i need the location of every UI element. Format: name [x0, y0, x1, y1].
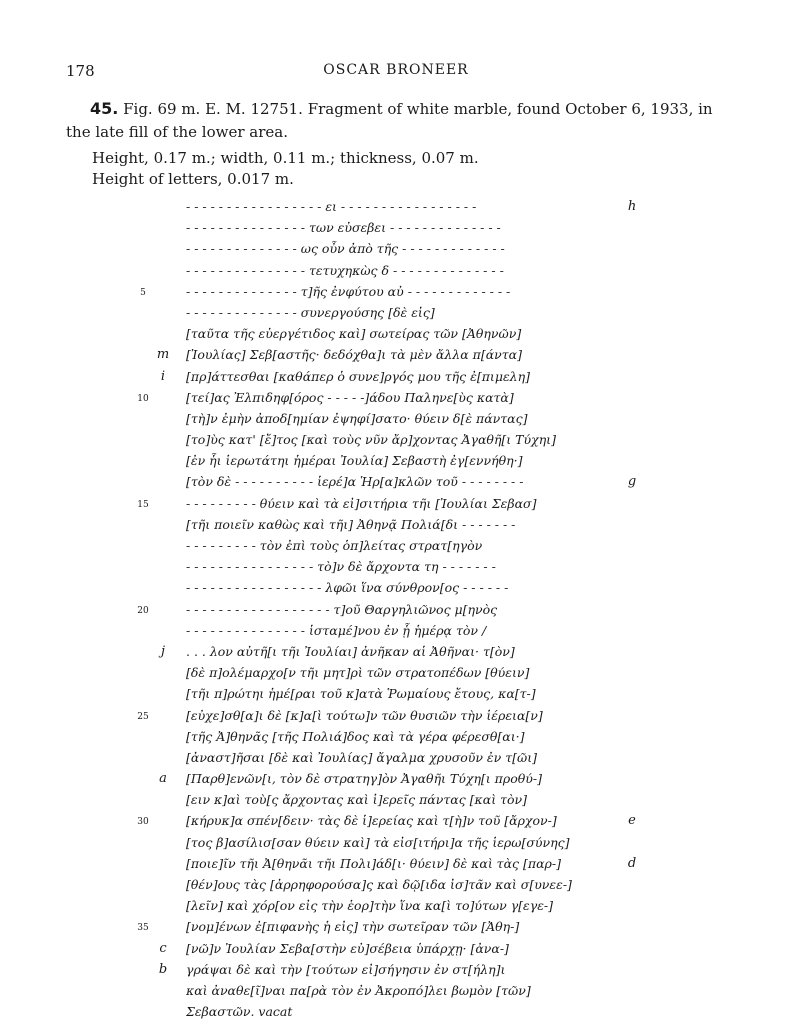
inscription-line	[0, 1004, 792, 1025]
inscription-line-text: . . . λον αὐτῆ[ι τῆι Ἰουλίαι] ἀνῆκαν αἱ Ἀθῆναι· τ[ὸν]	[186, 643, 515, 659]
fragment-letter-right: d	[627, 855, 637, 871]
dimensions-line: Height, 0.17 m.; width, 0.11 m.; thickness, 0.07 m.	[92, 149, 479, 167]
inscription-line-text: [τος β]ασίλισ[σαν θύειν καὶ] τὰ εἰσ[ιτήρι]α τῆς ἱερω[σύνης]	[186, 834, 570, 850]
inscription-line	[0, 877, 792, 898]
inscription-line	[0, 623, 792, 644]
inscription-line-text: [θέν]ους τὰς [ἀρρηφορούσα]ς καὶ δῷ[ιδα ἰσ]τᾶν καὶ σ[υνεε-]	[186, 877, 572, 892]
inscription-line	[0, 580, 792, 601]
inscription-line-text: [τεί]ας Ἐλπιδηφ[όρος - - - - -]άδου Παληνε[ὺς κατὰ]	[186, 389, 514, 405]
inscription-line-text: [τῆς Ἀ]θηνᾶς [τῆς Πολιά]δος καὶ τὰ γέρα φέρεσθ[αι·]	[186, 728, 525, 744]
inscription-line	[0, 411, 792, 432]
inscription-line-text: Σεβαστῶν. vacat	[186, 1004, 293, 1020]
fragment-letter-left: c	[159, 940, 167, 956]
line-number: 35	[137, 923, 149, 934]
inscription-line	[0, 686, 792, 707]
running-head: OSCAR BRONEER	[323, 62, 469, 78]
inscription-line	[0, 708, 792, 729]
inscription-line-text: [ἐν ἧι ἱερωτάτηι ἡμέραι Ἰουλία] Σεβαστὴ ἐγ[εννήθη·]	[186, 453, 523, 469]
inscription-line-text: [νῶ]ν Ἰουλίαν Σεβα[στὴν εὐ]σέβεια ὑπάρχῃ· [ἀνα-]	[186, 940, 509, 956]
inscription-line	[0, 941, 792, 962]
inscription-line-text: [ειν κ]αὶ τοὺ[ς ἄρχοντας καὶ ἱ]ερεῖς πάντας [καὶ τὸν]	[186, 792, 527, 808]
line-number: 20	[137, 605, 149, 616]
fragment-letter-left: i	[160, 368, 166, 384]
inscription-line-text: [τὴ]ν ἐμὴν ἀποδ[ημίαν ἐψηφί]σατο· θύειν δ[ὲ πάντας]	[186, 410, 528, 426]
inscription-line-text: [τῆι ποιεῖν καθὼς καὶ τῆι] Ἀθηνᾷ Πολιά[δι - - - - - - -	[186, 516, 516, 532]
dimensions	[92, 148, 479, 190]
inscription-line-text: [πρ]άττεσθαι [καθάπερ ὁ συνε]ργός μου τῆς ἐ[πιμελη]	[186, 368, 530, 384]
inscription-line	[0, 813, 792, 834]
inscription-line	[0, 919, 792, 940]
fragment-letter-right: h	[627, 199, 637, 214]
fragment-letter-left: m	[156, 347, 170, 363]
inscription-text	[0, 199, 792, 1025]
inscription-line	[0, 347, 792, 368]
inscription-line-text: - - - - - - - - - - - - - - τ]ῆς ἐνφύτου αὐ - - - - - - - - - - - - -	[186, 283, 511, 299]
inscription-line-text: - - - - - - - - - - - - - - - των εὐσεβει - - - - - - - - - - - - - -	[186, 220, 501, 236]
line-number: 30	[137, 817, 149, 828]
fragment-letter-left: b	[158, 961, 168, 977]
inscription-line-text: - - - - - - - - - - - - - - ως οὖν ἀπὸ τῆς - - - - - - - - - - - - -	[186, 241, 505, 257]
inscription-line-text: [κήρυκ]α σπέν[δειν· τὰς δὲ ἱ]ερείας καὶ τ[ὴ]ν τοῦ [ἄρχον-]	[186, 813, 557, 829]
inscription-line-text: [λεῖν] καὶ χόρ[ον εἰς τὴν ἑορ]τὴν ἵνα κα[ὶ το]ύτων γ[εγε-]	[186, 898, 554, 914]
inscription-line-text: - - - - - - - - - - - - - - - τετυχηκὼς δ - - - - - - - - - - - - - -	[186, 262, 504, 278]
inscription-line	[0, 241, 792, 262]
inscription-line	[0, 390, 792, 411]
inscription-line	[0, 474, 792, 495]
inscription-line-text: [Ἰουλίας] Σεβ[αστῆς· δεδόχθα]ι τὰ μὲν ἄλλα π[άντα]	[186, 347, 522, 363]
inscription-line	[0, 771, 792, 792]
inscription-line-text: [το]ὺς κατ' [ἔ]τος [καὶ τοὺς νῦν ἄρ]χοντας Ἀγαθῆ[ι Τύχηι]	[186, 432, 556, 448]
inscription-line	[0, 263, 792, 284]
inscription-line	[0, 856, 792, 877]
fragment-letter-right: e	[628, 813, 636, 829]
inscription-line	[0, 750, 792, 771]
inscription-line	[0, 729, 792, 750]
inscription-line-text: - - - - - - - - - - - - - - - ἱσταμέ]νου ἐν ᾗ ἡμέρᾳ τὸν /	[186, 622, 487, 638]
inscription-line-text: [δὲ π]ολέμαρχο[ν τῆι μητ]ρὶ τῶν στρατοπέδων [θύειν]	[186, 665, 530, 681]
line-number: 10	[137, 393, 149, 404]
inscription-line-text: - - - - - - - - - - - - - - - - τὸ]ν δὲ ἄρχοντα τη - - - - - - -	[186, 559, 496, 575]
inscription-line	[0, 517, 792, 538]
inscription-line-text: - - - - - - - - - - - - - - - - - - τ]οῦ Θαργηλιῶνος μ[ηνὸς	[186, 601, 498, 617]
letter-height-line: Height of letters, 0.017 m.	[92, 170, 294, 188]
inscription-line	[0, 665, 792, 686]
inscription-line	[0, 284, 792, 305]
inscription-line-text: [νομ]ένων ἐ[πιφανὴς ἡ εἰς] τὴν σωτεῖραν τῶν [Ἀθη-]	[186, 919, 520, 935]
fragment-letter-right: g	[627, 474, 637, 490]
catalogue-entry	[66, 97, 726, 144]
fragment-letter-left: a	[159, 771, 167, 787]
entry-description: Fig. 69 m. E. M. 12751. Fragment of white marble, found October 6, 1933, in the late fill of the lower area.	[66, 100, 713, 141]
inscription-line-text: - - - - - - - - - τὸν ἐπὶ τοὺς ὁπ]λείτας στρατ[ηγὸν	[186, 538, 483, 553]
inscription-line	[0, 559, 792, 580]
line-number: 5	[140, 287, 146, 298]
inscription-line-text: - - - - - - - - - - - - - - συνεργούσης [δὲ εἰς]	[186, 304, 435, 320]
inscription-line-text: γράψαι δὲ καὶ τὴν [τούτων εἰ]σήγησιν ἐν στ[ήλη]ι	[186, 961, 506, 977]
inscription-line	[0, 538, 792, 559]
inscription-line-text: [τῆι π]ρώτηι ἡμέ[ραι τοῦ κ]ατὰ Ῥωμαίους ἔτους, κα[τ-]	[186, 686, 536, 702]
inscription-line	[0, 792, 792, 813]
inscription-line-text: καὶ ἀναθε[ῖ]ναι πα[ρὰ τὸν ἐν Ἀκροπό]λει βωμὸν [τῶν]	[186, 982, 531, 998]
inscription-line	[0, 220, 792, 241]
inscription-line-text: [εὐχε]σθ[α]ι δὲ [κ]α[ὶ τούτω]ν τῶν θυσιῶν τὴν ἱέρεια[ν]	[186, 707, 543, 723]
inscription-line-text: [Παρθ]ενῶν[ι, τὸν δὲ στρατηγ]ὸν Ἀγαθῆι Τύχη[ι προθύ-]	[186, 771, 542, 787]
entry-number: 45.	[90, 99, 119, 118]
line-number: 15	[137, 499, 149, 510]
inscription-line	[0, 369, 792, 390]
inscription-line-text: [ταῦτα τῆς εὐεργέτιδος καὶ] σωτείρας τῶν [Ἀθηνῶν]	[186, 326, 522, 342]
fragment-letter-left: j	[160, 643, 166, 659]
page-number: 178	[66, 62, 95, 80]
inscription-line	[0, 835, 792, 856]
inscription-line	[0, 602, 792, 623]
inscription-line	[0, 305, 792, 326]
inscription-line	[0, 453, 792, 474]
inscription-line	[0, 983, 792, 1004]
inscription-line	[0, 962, 792, 983]
inscription-line	[0, 199, 792, 220]
inscription-line-text: - - - - - - - - - - - - - - - - - λφῶι ἵνα σύνθρον[ος - - - - - -	[186, 580, 509, 596]
inscription-line-text: [ποιε]ῖν τῆι Ἀ[θηνᾶι τῆι Πολι]άδ[ι· θύειν] δὲ καὶ τὰς [παρ-]	[186, 855, 561, 871]
inscription-line	[0, 496, 792, 517]
page-header	[66, 62, 726, 84]
inscription-line	[0, 432, 792, 453]
inscription-line-text: [ἀναστ]ῆσαι [δὲ καὶ Ἰουλίας] ἄγαλμα χρυσοῦν ἐν τ[ῶι]	[186, 749, 537, 765]
inscription-line-text: - - - - - - - - - θύειν καὶ τὰ εἰ]σιτήρια τῆι [Ἰουλίαι Σεβασ]	[186, 495, 537, 511]
inscription-line	[0, 326, 792, 347]
inscription-line	[0, 898, 792, 919]
line-number: 25	[137, 711, 149, 722]
inscription-line-text: [τὸν δὲ - - - - - - - - - - ἱερέ]α Ἡρ[α]κλῶν τοῦ - - - - - - - -	[186, 474, 524, 490]
inscription-line	[0, 644, 792, 665]
inscription-line-text: - - - - - - - - - - - - - - - - - ει - - - - - - - - - - - - - - - - -	[186, 199, 477, 214]
